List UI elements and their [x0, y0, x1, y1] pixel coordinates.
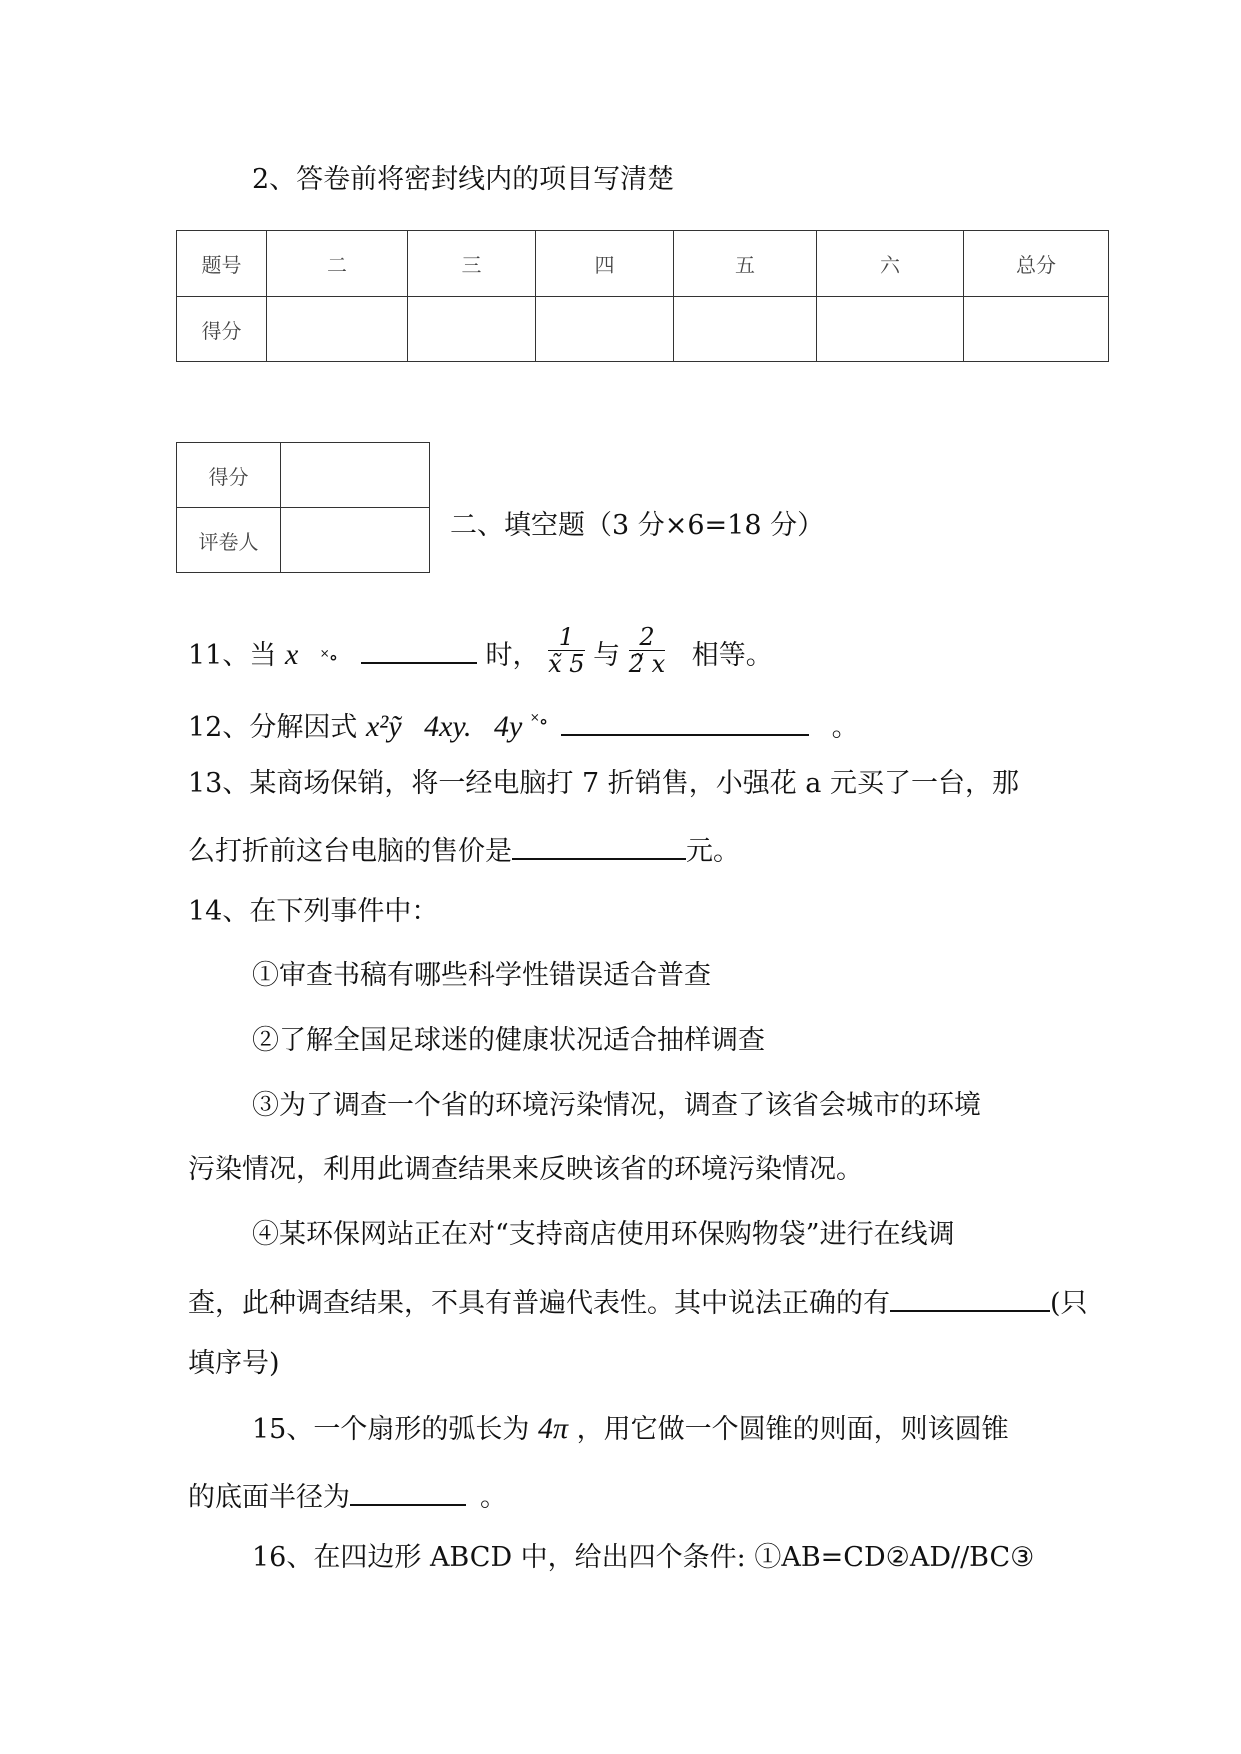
score-table-score-row [177, 297, 1109, 362]
grader-box-row [177, 443, 430, 508]
q14-line2-end: (只 [1050, 1288, 1088, 1319]
grader-box-row [177, 508, 430, 573]
q11-connector: 与 [593, 640, 621, 671]
score-cell[interactable] [817, 297, 964, 362]
question-11 [188, 623, 773, 683]
q14-line2-prefix: 查，此种调查结果，不具有普遍代表性。其中说法正确的有 [188, 1288, 890, 1319]
question-15-line-2 [188, 1476, 507, 1516]
header-cell: 总分 [964, 231, 1109, 297]
instruction: 2、答卷前将密封线内的项目写清楚 [252, 164, 675, 195]
q15-line2-end: 。 [480, 1482, 507, 1513]
q13-prefix: 么打折前这台电脑的售价是 [188, 836, 512, 867]
grader-score-cell[interactable] [281, 443, 430, 508]
grader-score-label: 得分 [177, 443, 281, 508]
q15-prefix: 15、一个扇形的弧长为 [252, 1414, 530, 1445]
frac2-numerator: 2 [629, 624, 665, 651]
section-title: 二、填空题（3 分×6=18 分） [450, 510, 825, 541]
score-table [176, 230, 1109, 362]
score-cell[interactable] [674, 297, 817, 362]
grader-box [176, 442, 430, 573]
header-cell: 三 [408, 231, 536, 297]
score-cell[interactable] [408, 297, 536, 362]
q11-answer-blank[interactable] [361, 634, 477, 664]
question-12 [188, 706, 859, 747]
q11-mark: ˟∘ [320, 645, 339, 669]
q14-item-4-line-3: 填序号) [188, 1348, 280, 1379]
q12-answer-blank[interactable] [561, 706, 809, 736]
q14-item-1: ①审查书稿有哪些科学性错误适合普查 [252, 960, 711, 991]
q12-expression: x²ỹ 4xy. 4y [365, 710, 523, 743]
q11-end: 相等。 [691, 640, 773, 671]
q15-answer-blank[interactable] [350, 1476, 466, 1506]
header-cell: 二 [267, 231, 408, 297]
score-table-header-row [177, 231, 1109, 297]
q11-var: x [284, 638, 299, 671]
q13-end: 元。 [686, 836, 740, 867]
q15-end: ，用它做一个圆锥的则面，则该圆锥 [576, 1414, 1009, 1445]
q15-line2-prefix: 的底面半径为 [188, 1482, 350, 1513]
frac1-numerator: 1 [548, 624, 584, 651]
frac1-denominator: x̃ 5 [548, 650, 585, 678]
q11-suffix: 时， [485, 640, 540, 671]
q11-fraction-2 [629, 624, 665, 677]
q12-end: 。 [831, 712, 859, 743]
header-cell: 六 [817, 231, 964, 297]
q12-mark: ˟∘ [530, 709, 549, 733]
q14-item-3-line-2: 污染情况，利用此调查结果来反映该省的环境污染情况。 [188, 1154, 863, 1185]
q15-math: 4π [537, 1412, 568, 1445]
question-15-line-1 [252, 1411, 1009, 1448]
frac2-denominator: 2̃ x [628, 650, 666, 678]
q14-answer-blank[interactable] [890, 1282, 1050, 1312]
question-13-line-1: 13、某商场保销，将一经电脑打 7 折销售，小强花 a 元买了一台，那 [188, 768, 1019, 799]
q13-answer-blank[interactable] [512, 830, 686, 860]
q14-item-3-line-1: ③为了调查一个省的环境污染情况，调查了该省会城市的环境 [252, 1090, 981, 1121]
q14-item-4-line-1: ④某环保网站正在对“支持商店使用环保购物袋”进行在线调 [252, 1219, 955, 1250]
score-cell[interactable] [267, 297, 408, 362]
question-16-line-1: 16、在四边形 ABCD 中，给出四个条件: ①AB=CD②AD//BC③ [252, 1542, 1035, 1573]
header-cell: 题号 [177, 231, 267, 297]
question-14-intro: 14、在下列事件中： [188, 896, 439, 927]
score-cell[interactable] [536, 297, 674, 362]
grader-name-label: 评卷人 [177, 508, 281, 573]
q11-fraction-1 [548, 624, 584, 677]
q14-item-2: ②了解全国足球迷的健康状况适合抽样调查 [252, 1025, 765, 1056]
q11-prefix: 11、当 [188, 640, 277, 671]
grader-name-cell[interactable] [281, 508, 430, 573]
q14-item-4-line-2 [188, 1282, 1088, 1322]
header-cell: 五 [674, 231, 817, 297]
q12-prefix: 12、分解因式 [188, 712, 358, 743]
header-cell: 四 [536, 231, 674, 297]
question-13-line-2 [188, 830, 740, 870]
row-label: 得分 [177, 297, 267, 362]
score-cell[interactable] [964, 297, 1109, 362]
